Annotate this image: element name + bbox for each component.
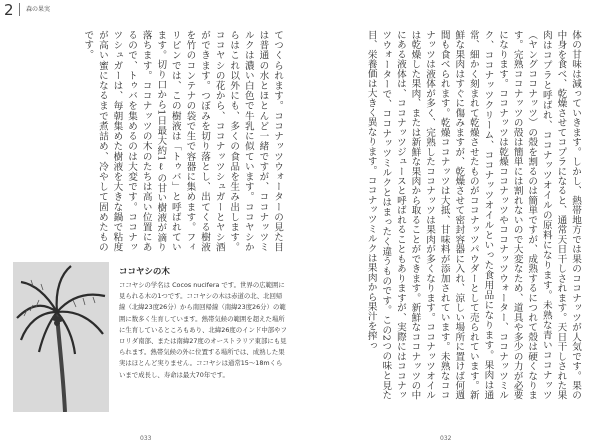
- right-body-text: 体の甘味は減っていきます。しかし、熱帯地方では果のココナッツが人気です。果の中身を食べ、乾燥させてコプラになると、通常天日干しされます。天日干しされた果肉はコプラと呼ばれ、ココナッツオイルの原料になります。未熟な青いココナッツ（ヤングココナッツ）の殻を割るのは簡単ですが、成熟するにつれて殻は硬くなります。完熟ココナッツの殻は簡単には割れないので大変なため、道具や多少の力が必要になります。ココナッツは乾燥ココナッツやココナッツウォーター、ココナッツミルク、ココナッツクリーム、ココナッツオイルといった食用品になります。果肉は通常、細かく刻まれて乾燥させたものがココナッツパウダーとして売られています。新鮮な果肉はすぐに傷みますが、乾燥させて密封容器に入れ、涼しい場所に置けば何週間も食べられます。乾燥ココナッツは大抵、甘味料が添加されています。未熟なココナッツは液体が多く、完熟したココナッツは果肉が多くなります。ココナッツオイルは乾燥した果肉、または新鮮な果肉から取ることができます。新鮮なココナッツの中にある液体は、ココナッツジュースと呼ばれることもありますが、実際にはココナッツウォーターで、ココナッツミルクとはまったく違うものです。この2つの味と見た目、栄養価は大きく異なります。ココナッツミルクは果肉から果汁を搾っ: [365, 30, 581, 400]
- chapter-number: 2: [4, 1, 14, 19]
- chapter-title: 森の果実: [26, 6, 51, 13]
- box-text: ココヤシの学名は Cocos nucifera です。世界の広範囲に見られる木の1つです。ココヤシの木は赤道の北、北回帰線（北緯23度26分）から南回帰線（南緯23度26分）の範囲に数多く生育しています。熱帯気候の範囲を超えた場所に生育しているところもあり、北緯26度のインド中部やフロリダ南部、または南緯27度のオーストラリア東部にも見られます。熱帯気候の外に位置する場所では、成熟した果実はほとんど実りません。ココヤシは通常15～18mくらいまで成長し、寿命は最大70年です。: [119, 281, 287, 379]
- left-body-text: てつくられます。ココナッツウォーターの見た目は普通の水とほとんど一緒ですが、ココナッツミルクは濃い白色で牛乳に似ています。ココヤシからはこれ以外にも、多くの食品を生み出します。ココヤシの花から、ココナッツシュガーとヤシ酒ができます。つぼみを切り落とし、出てくる樹液を竹のコンテナの袋で生で容器に集めます。フィリピンでは、この樹液は「トゥバ」と呼ばれています。切り口から1日最大約1ℓの甘い樹液が滴り落ちます。ココナッツの木のたちは高い位置にあるので、トゥバを集めるのは大変です。ココナッツシュガーは、毎朝集めた樹液を大きな鍋で粘度が高い蜜になるまで煮詰め、冷やして固めたものです。: [82, 30, 283, 252]
- right-page: [300, 0, 600, 448]
- coconut-palm-photo: [13, 262, 109, 412]
- palm-tree-icon: [13, 262, 109, 412]
- page-number-left: 033: [140, 435, 152, 442]
- page-number-right: 032: [440, 435, 452, 442]
- box-title: ココヤシの木: [119, 267, 170, 277]
- palm-info-box: [13, 262, 285, 412]
- chapter-divider: [19, 3, 20, 16]
